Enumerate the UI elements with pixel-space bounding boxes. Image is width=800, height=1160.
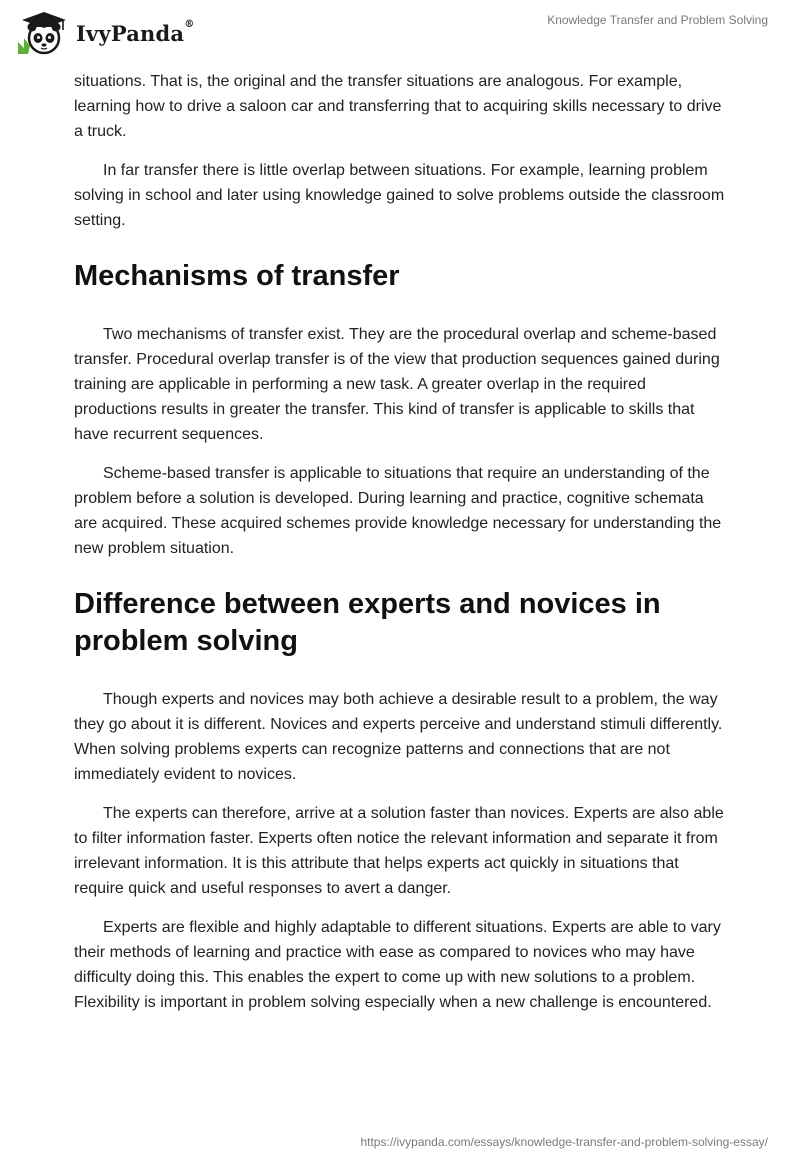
- source-url[interactable]: https://ivypanda.com/essays/knowledge-transfer-and-problem-solving-essay/: [360, 1135, 768, 1149]
- section-heading: Mechanisms of transfer: [74, 260, 400, 292]
- paragraph: Scheme-based transfer is applicable to situations that require an understanding of the problem before a solution is developed. During learning and practice, cognitive schemata are acquired. These acquired schemes provide knowledge necessary for understanding the new problem situation.: [74, 465, 722, 557]
- paragraph: Though experts and novices may both achieve a desirable result to a problem, the way they go about it is different. Novices and experts perceive and understand stimuli differently. When solving problems experts can recognize patterns and connections that are not immediately evident to novices.: [74, 691, 723, 783]
- paragraph: situations. That is, the original and the transfer situations are analogous. For example, learning how to drive a saloon car and transferring that to acquiring skills necessary to drive a truck.: [74, 73, 722, 140]
- paragraph: Two mechanisms of transfer exist. They are the procedural overlap and scheme-based transfer. Procedural overlap transfer is of the view that production sequences gained during training are applicable in performing a new task. A greater overlap in the required productions results in greater the transfer. This kind of transfer is applicable to skills that have recurrent sequences.: [74, 326, 720, 443]
- ivypanda-logo[interactable]: [14, 8, 194, 58]
- brand-name: IvyPanda®: [76, 18, 195, 46]
- document-title: Knowledge Transfer and Problem Solving: [547, 13, 768, 27]
- registered-mark: ®: [184, 18, 195, 30]
- section-heading: Difference between experts and novices in problem solving: [74, 588, 661, 657]
- paragraph: The experts can therefore, arrive at a solution faster than novices. Experts are also able to filter information faster. Experts often notice the relevant information and separate it from irrelevant information. It is this attribute that helps experts act quickly in situations that require quick and useful responses to avert a danger.: [74, 805, 724, 897]
- panda-graduate-icon: [14, 8, 70, 58]
- essay-body: [74, 69, 728, 1029]
- page-header: [0, 0, 800, 70]
- paragraph: In far transfer there is little overlap between situations. For example, learning problem solving in school and later using knowledge gained to solve problems outside the classroom setting.: [74, 162, 725, 229]
- paragraph: Experts are flexible and highly adaptable to different situations. Experts are able to vary their methods of learning and practice with ease as compared to novices who may have difficulty doing this. This enables the expert to come up with new solutions to a problem. Flexibility is important in problem solving especially when a new challenge is encountered.: [74, 919, 721, 1011]
